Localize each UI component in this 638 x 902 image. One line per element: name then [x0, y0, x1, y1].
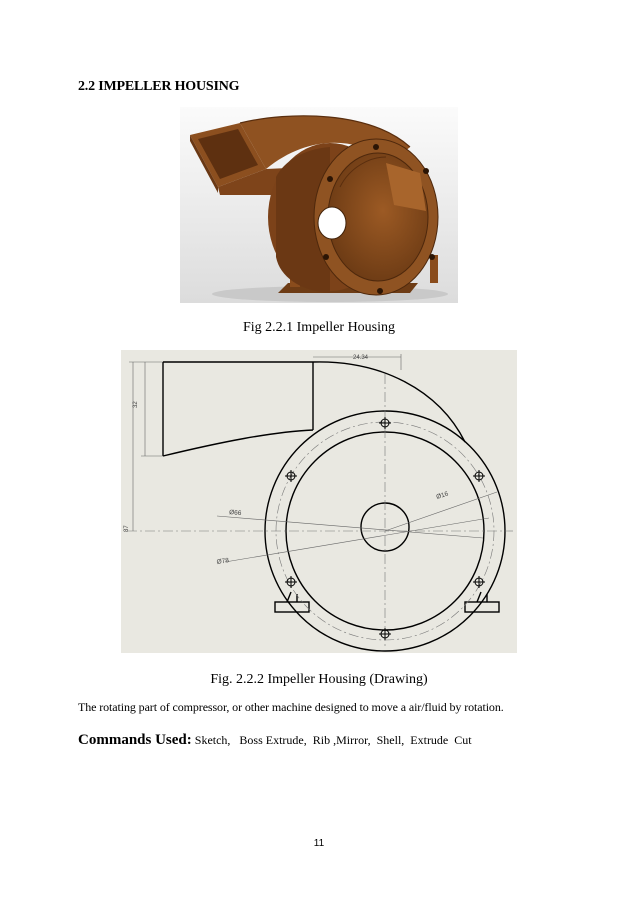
commands-label: Commands Used: [78, 732, 192, 748]
impeller-housing-render [180, 107, 458, 303]
dimension-left-lower: 87 [124, 525, 130, 532]
description-paragraph: The rotating part of compressor, or other machine designed to move a air/fluid by rotation. [78, 700, 504, 714]
dimension-left-upper: 32 [133, 401, 139, 408]
page-number: 11 [313, 838, 325, 849]
dimension-dia-a: Ø66 [228, 509, 242, 518]
commands-line [78, 732, 472, 749]
section-heading: 2.2 IMPELLER HOUSING [78, 79, 240, 94]
dimension-top: 24.34 [353, 355, 369, 361]
figure-caption-1: Fig 2.2.1 Impeller Housing [242, 320, 396, 335]
dimension-dia-b: Ø78 [216, 557, 230, 566]
figure-caption-2: Fig. 2.2.2 Impeller Housing (Drawing) [210, 672, 428, 687]
impeller-housing-drawing [121, 350, 517, 653]
commands-list: Sketch, Boss Extrude, Rib ,Mirror, Shell, Extrude Cut [191, 733, 472, 747]
dimension-dia-c: Ø16 [435, 490, 450, 501]
